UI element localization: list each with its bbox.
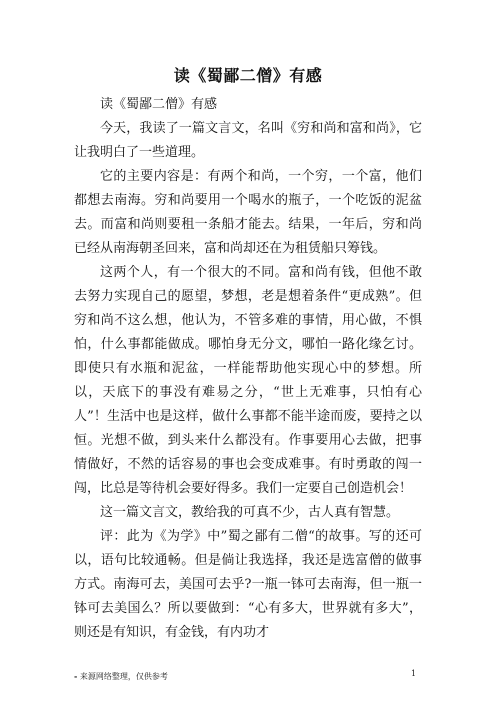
paragraph-conclusion: 这一篇文言文，教给我的可真不少，古人真有智慧。: [100, 505, 400, 520]
footer-marker: -: [74, 671, 78, 681]
paragraph-intro: 今天，我读了一篇文言文，名叫《穷和尚和富和尚》，它让我明白了一些道理。: [74, 121, 422, 160]
paragraph-reflection: 这两个人，有一个很大的不同。富和尚有钱，但他不敢去努力实现自己的愿望，梦想，老是想着条件“更成熟”。但穷和尚不这么想，他认为，不管多难的事情，用心做，不惧怕，什么事都能做成。哪怕身无分文，哪怕一路化缘乞讨。即使只有水瓶和泥盆，一样能帮助他实现心中的梦想。所以，天底下的事没有难易之分，“世上无难事，只怕有心人”！生活中也是这样，做什么事都不能半途而废，要持之以恒。光想不做，到头来什么都没有。作事要用心去做，把事情做好，不然的话容易的事也会变成难事。有时勇敢的闯一闯，比总是等待机会要好得多。我们一定要自己创造机会！: [74, 265, 422, 496]
paragraph-subtitle: 读《蜀鄙二僧》有感: [100, 97, 218, 112]
document-title: 读《蜀鄙二僧》有感: [173, 66, 323, 85]
paragraph-comment: 评：此为《为学》中”蜀之鄙有二僧“的故事。写的还可以，语句比较通畅。但是倘让我选择，我还是选富僧的做事方式。南海可去，美国可去乎?一瓶一钵可去南海，但一瓶一钵可去美国么？所以要做到：“心有多大，世界就有多大”，则还是有知识，有金钱，有内功才: [74, 529, 422, 640]
footer-source-note: 来源网络整理，仅供参考: [79, 672, 168, 681]
page-footer: [74, 671, 168, 682]
paragraph-summary: 它的主要内容是：有两个和尚，一个穷，一个富，他们都想去南海。穷和尚要用一个喝水的瓶子，一个吃饭的泥盆去。而富和尚则要租一条船才能去。结果，一年后，穷和尚已经从南海朝圣回来，富和尚却还在为租赁船只筹钱。: [74, 169, 422, 256]
document-body: [74, 93, 422, 645]
page-number: 1: [411, 669, 417, 678]
